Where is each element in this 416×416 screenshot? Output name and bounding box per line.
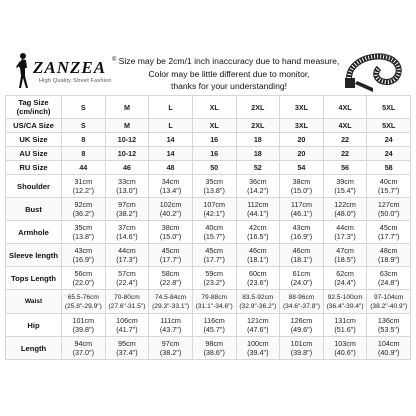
cm-value: 62cm [336, 269, 354, 278]
notice-line-1: Size may be 2cm/1 inch inaccuracy due to hand measure, [118, 56, 340, 66]
row-label: Armhole [6, 221, 62, 244]
size-row [6, 96, 411, 119]
cm-value: 61cm [292, 269, 311, 278]
measurement-cell [367, 337, 411, 360]
cm-value: 45cm [161, 246, 180, 255]
row-label: Sleeve length [6, 244, 62, 267]
size-cell: XL [192, 119, 236, 133]
measurement-cell [105, 314, 149, 337]
cm-value: 100cm [247, 339, 269, 348]
inch-value: (44.1") [247, 209, 269, 218]
cm-value: 116cm [203, 316, 225, 325]
measurement-cell [323, 290, 367, 314]
cm-value: 34cm [161, 177, 180, 186]
inch-value: (15.0") [290, 186, 313, 195]
measurement-cell [236, 337, 280, 360]
row-label: US/CA Size [6, 119, 62, 133]
notice-line-3: thanks for your understanding! [170, 81, 288, 91]
inch-value: (49.6") [290, 325, 313, 334]
cm-value: 88-96cm [288, 293, 315, 301]
inch-value: (34.6"-37.8") [282, 302, 320, 310]
cm-value: 122cm [334, 200, 356, 209]
measurement-row [6, 175, 411, 198]
size-cell: S [62, 96, 106, 119]
size-cell: 5XL [367, 119, 411, 133]
inch-value: (24.8") [378, 278, 400, 287]
inch-value: (16.5") [247, 232, 269, 241]
cm-value: 33cm [118, 177, 136, 186]
measurement-cell [236, 175, 280, 198]
measurement-cell [192, 175, 236, 198]
inch-value: (15.7") [378, 186, 400, 195]
measurement-row [6, 290, 411, 314]
cm-value: 112cm [247, 200, 269, 209]
cm-value: 59cm [205, 269, 223, 278]
row-label: Bust [6, 198, 62, 221]
cm-value: 45cm [205, 246, 223, 255]
size-cell: 16 [192, 133, 236, 147]
cm-value: 83.5-92cm [242, 293, 274, 301]
inch-value: (39.8") [290, 348, 313, 357]
inch-value: (38.6") [203, 348, 225, 357]
measurement-cell [149, 244, 193, 267]
cm-value: 98cm [205, 339, 223, 348]
measurement-cell [105, 244, 149, 267]
size-cell: 58 [367, 161, 411, 175]
inch-value: (39.4") [247, 348, 269, 357]
size-row [6, 147, 411, 161]
inch-value: (32.9"-36.2") [239, 302, 277, 310]
inch-value: (23.6") [247, 278, 269, 287]
measurement-cell [62, 221, 106, 244]
measurement-cell [236, 221, 280, 244]
size-cell: M [105, 119, 149, 133]
measurement-cell [149, 267, 193, 290]
cm-value: 31cm [74, 177, 93, 186]
measurement-cell [367, 290, 411, 314]
cm-value: 104cm [377, 339, 400, 348]
cm-value: 36cm [249, 177, 267, 186]
size-row [6, 119, 411, 133]
size-cell: 10-12 [105, 133, 149, 147]
size-cell: 4XL [323, 119, 367, 133]
measurement-cell [62, 267, 106, 290]
inch-value: (46.1") [290, 209, 313, 218]
measurement-cell [323, 221, 367, 244]
cm-value: 92cm [74, 200, 93, 209]
measurement-cell [367, 267, 411, 290]
inch-value: (37.4") [116, 348, 138, 357]
measurement-cell [192, 290, 236, 314]
size-cell: 8 [62, 147, 106, 161]
inch-value: (15.7") [203, 232, 225, 241]
measurement-cell [62, 337, 106, 360]
measurement-cell [280, 175, 324, 198]
measurement-cell [236, 244, 280, 267]
inch-value: (38.2") [159, 348, 182, 357]
size-cell: 48 [149, 161, 193, 175]
measurement-cell [62, 244, 106, 267]
inch-value: (45.7") [203, 325, 225, 334]
cm-value: 95cm [118, 339, 136, 348]
inch-value: (37.0") [72, 348, 94, 357]
size-cell: 18 [236, 133, 280, 147]
inch-value: (38.2") [116, 209, 138, 218]
row-label: UK Size [6, 133, 62, 147]
cm-value: 111cm [160, 316, 181, 325]
measurement-cell [149, 337, 193, 360]
inch-value: (31.1"-34.6") [195, 302, 233, 310]
inch-value: (53.5") [378, 325, 400, 334]
inch-value: (39.8") [72, 325, 94, 334]
inch-value: (22.0") [72, 278, 94, 287]
cm-value: 35cm [74, 223, 93, 232]
inch-value: (24.4") [334, 278, 356, 287]
size-cell: 10-12 [105, 147, 149, 161]
size-cell: 20 [280, 147, 324, 161]
measuring-tape-icon [343, 48, 405, 94]
inch-value: (17.3") [334, 232, 356, 241]
row-label: AU Size [6, 147, 62, 161]
measurement-cell [105, 175, 149, 198]
measurement-cell [236, 267, 280, 290]
model-silhouette-icon [13, 52, 31, 90]
inch-value: (17.7") [159, 255, 182, 264]
cm-value: 106cm [116, 316, 138, 325]
row-label: Waist [6, 290, 62, 314]
measurement-cell [323, 198, 367, 221]
measurement-cell [236, 290, 280, 314]
cm-value: 97-104cm [374, 293, 404, 301]
cm-value: 131cm [334, 316, 356, 325]
row-label: RU Size [6, 161, 62, 175]
cm-value: 127cm [377, 200, 400, 209]
inch-value: (40.2") [159, 209, 182, 218]
size-cell: 24 [367, 133, 411, 147]
measurement-row [6, 337, 411, 360]
cm-value: 46cm [292, 246, 311, 255]
size-cell: 8 [62, 133, 106, 147]
measurement-cell [105, 198, 149, 221]
inch-value: (12.2") [72, 186, 94, 195]
measurement-cell [367, 175, 411, 198]
inch-value: (36.4"-39.4") [326, 302, 364, 310]
size-cell: 14 [149, 147, 193, 161]
size-cell: 22 [323, 147, 367, 161]
cm-value: 101cm [290, 339, 313, 348]
size-cell: 3XL [280, 96, 324, 119]
cm-value: 117cm [290, 200, 312, 209]
measurement-cell [149, 314, 193, 337]
inch-value: (40.9") [378, 348, 400, 357]
cm-value: 42cm [249, 223, 267, 232]
cm-value: 44cm [336, 223, 354, 232]
cm-value: 103cm [334, 339, 356, 348]
measurement-cell [280, 221, 324, 244]
inch-value: (13.8") [72, 232, 94, 241]
inch-value: (15.4") [334, 186, 356, 195]
measurement-cell [367, 244, 411, 267]
inch-value: (23.2") [203, 278, 225, 287]
cm-value: 56cm [74, 269, 93, 278]
cm-value: 136cm [377, 316, 400, 325]
inch-value: (27.6"-31.5") [108, 302, 146, 310]
cm-value: 63cm [379, 269, 398, 278]
row-label: Shoulder [6, 175, 62, 198]
inch-value: (17.7") [378, 232, 400, 241]
inch-value: (40.6") [334, 348, 356, 357]
measurement-cell [323, 337, 367, 360]
measurement-row [6, 221, 411, 244]
size-cell: L [149, 96, 193, 119]
size-row [6, 161, 411, 175]
cm-value: 37cm [118, 223, 136, 232]
cm-value: 40cm [379, 177, 398, 186]
measurement-cell [367, 198, 411, 221]
measurement-cell [62, 175, 106, 198]
inch-value: (17.7") [203, 255, 225, 264]
cm-value: 43cm [292, 223, 311, 232]
inch-value: (25.8"-29.9") [64, 302, 102, 310]
brand-logo [13, 52, 123, 92]
cm-value: 40cm [205, 223, 223, 232]
inch-value: (18.5") [334, 255, 356, 264]
inch-value: (18.1") [290, 255, 313, 264]
measurement-cell [236, 198, 280, 221]
measurement-cell [192, 221, 236, 244]
measurement-cell [192, 314, 236, 337]
size-cell: 44 [62, 161, 106, 175]
cm-value: 38cm [292, 177, 311, 186]
size-cell: XL [192, 96, 236, 119]
measurement-notice [113, 55, 345, 93]
measurement-cell [280, 267, 324, 290]
size-row [6, 133, 411, 147]
size-cell: 18 [236, 147, 280, 161]
measurement-cell [149, 175, 193, 198]
notice-line-2: Color may be little different due to monitor, [148, 68, 310, 79]
measurement-cell [105, 290, 149, 314]
cm-value: 57cm [118, 269, 136, 278]
measurement-cell [192, 244, 236, 267]
cm-value: 48cm [379, 246, 398, 255]
measurement-cell [149, 198, 193, 221]
row-label: Hip [6, 314, 62, 337]
size-cell: 54 [280, 161, 324, 175]
cm-value: 65.5-76cm [67, 293, 99, 301]
measurement-cell [323, 244, 367, 267]
cm-value: 92.5-100cm [327, 293, 363, 301]
measurement-cell [149, 221, 193, 244]
cm-value: 43cm [74, 246, 93, 255]
size-cell: 5XL [367, 96, 411, 119]
inch-value: (16.9") [72, 255, 94, 264]
size-cell: M [105, 96, 149, 119]
inch-value: (43.7") [159, 325, 182, 334]
measurement-cell [105, 267, 149, 290]
size-cell: 46 [105, 161, 149, 175]
size-cell: 24 [367, 147, 411, 161]
size-cell: 3XL [280, 119, 324, 133]
inch-value: (18.9") [378, 255, 400, 264]
measurement-cell [323, 267, 367, 290]
cm-value: 35cm [205, 177, 223, 186]
cm-value: 97cm [118, 200, 136, 209]
measurement-cell [62, 198, 106, 221]
measurement-row [6, 198, 411, 221]
size-cell: S [62, 119, 106, 133]
inch-value: (14.6") [116, 232, 138, 241]
inch-value: (47.6") [247, 325, 269, 334]
cm-value: 107cm [203, 200, 225, 209]
measurement-cell [280, 244, 324, 267]
measurement-cell [280, 314, 324, 337]
brand-name: ZANZEA [33, 58, 107, 77]
cm-value: 121cm [247, 316, 269, 325]
inch-value: (16.9") [290, 232, 313, 241]
inch-value: (29.3"-33.1") [152, 302, 190, 310]
size-cell: 14 [149, 133, 193, 147]
measurement-cell [280, 290, 324, 314]
size-cell: 4XL [323, 96, 367, 119]
brand-tagline: High Quality Street Fashion [39, 78, 112, 84]
inch-value: (24.0") [290, 278, 313, 287]
measurement-cell [192, 267, 236, 290]
inch-value: (13.8") [203, 186, 225, 195]
cm-value: 38cm [161, 223, 180, 232]
inch-value: (13.4") [159, 186, 182, 195]
inch-value: (38.2"-40.9") [370, 302, 408, 310]
row-label: Tag Size (cm/inch) [6, 96, 62, 119]
measurement-cell [280, 198, 324, 221]
measurement-cell [367, 221, 411, 244]
cm-value: 94cm [74, 339, 93, 348]
row-label: Length [6, 337, 62, 360]
cm-value: 79-88cm [201, 293, 228, 301]
size-cell: 22 [323, 133, 367, 147]
cm-value: 44cm [118, 246, 136, 255]
measurement-cell [323, 175, 367, 198]
inch-value: (18.1") [247, 255, 269, 264]
measurement-cell [62, 290, 106, 314]
size-cell: L [149, 119, 193, 133]
cm-value: 126cm [290, 316, 313, 325]
measurement-cell [105, 221, 149, 244]
registered-mark: ® [112, 57, 117, 63]
measurement-cell [236, 314, 280, 337]
cm-value: 97cm [161, 339, 180, 348]
measurement-row [6, 314, 411, 337]
cm-value: 46cm [249, 246, 267, 255]
size-cell: 2XL [236, 96, 280, 119]
cm-value: 45cm [379, 223, 398, 232]
size-chart-table [5, 95, 411, 360]
inch-value: (13.0") [116, 186, 138, 195]
size-cell: 56 [323, 161, 367, 175]
cm-value: 58cm [161, 269, 180, 278]
chart-header [5, 48, 411, 94]
size-cell: 50 [192, 161, 236, 175]
inch-value: (15.0") [159, 232, 182, 241]
cm-value: 39cm [336, 177, 354, 186]
measurement-cell [62, 314, 106, 337]
inch-value: (22.8") [159, 278, 182, 287]
inch-value: (42.1") [203, 209, 225, 218]
cm-value: 74.5-84cm [154, 293, 187, 301]
measurement-cell [192, 198, 236, 221]
measurement-row [6, 244, 411, 267]
measurement-cell [149, 290, 193, 314]
cm-value: 60cm [249, 269, 267, 278]
inch-value: (41.7") [116, 325, 138, 334]
cm-value: 70-80cm [114, 293, 140, 301]
size-cell: 20 [280, 133, 324, 147]
measurement-row [6, 267, 411, 290]
inch-value: (50.0") [378, 209, 400, 218]
size-cell: 52 [236, 161, 280, 175]
measurement-cell [280, 337, 324, 360]
size-cell: 2XL [236, 119, 280, 133]
inch-value: (51.6") [334, 325, 356, 334]
inch-value: (17.3") [116, 255, 138, 264]
inch-value: (22.4") [116, 278, 138, 287]
measurement-cell [192, 337, 236, 360]
cm-value: 47cm [336, 246, 354, 255]
measurement-cell [367, 314, 411, 337]
cm-value: 101cm [72, 316, 95, 325]
inch-value: (48.0") [334, 209, 356, 218]
cm-value: 102cm [159, 200, 182, 209]
row-label: Tops Length [6, 267, 62, 290]
measurement-cell [105, 337, 149, 360]
measurement-cell [323, 314, 367, 337]
size-cell: 16 [192, 147, 236, 161]
inch-value: (36.2") [72, 209, 94, 218]
inch-value: (14.2") [247, 186, 269, 195]
